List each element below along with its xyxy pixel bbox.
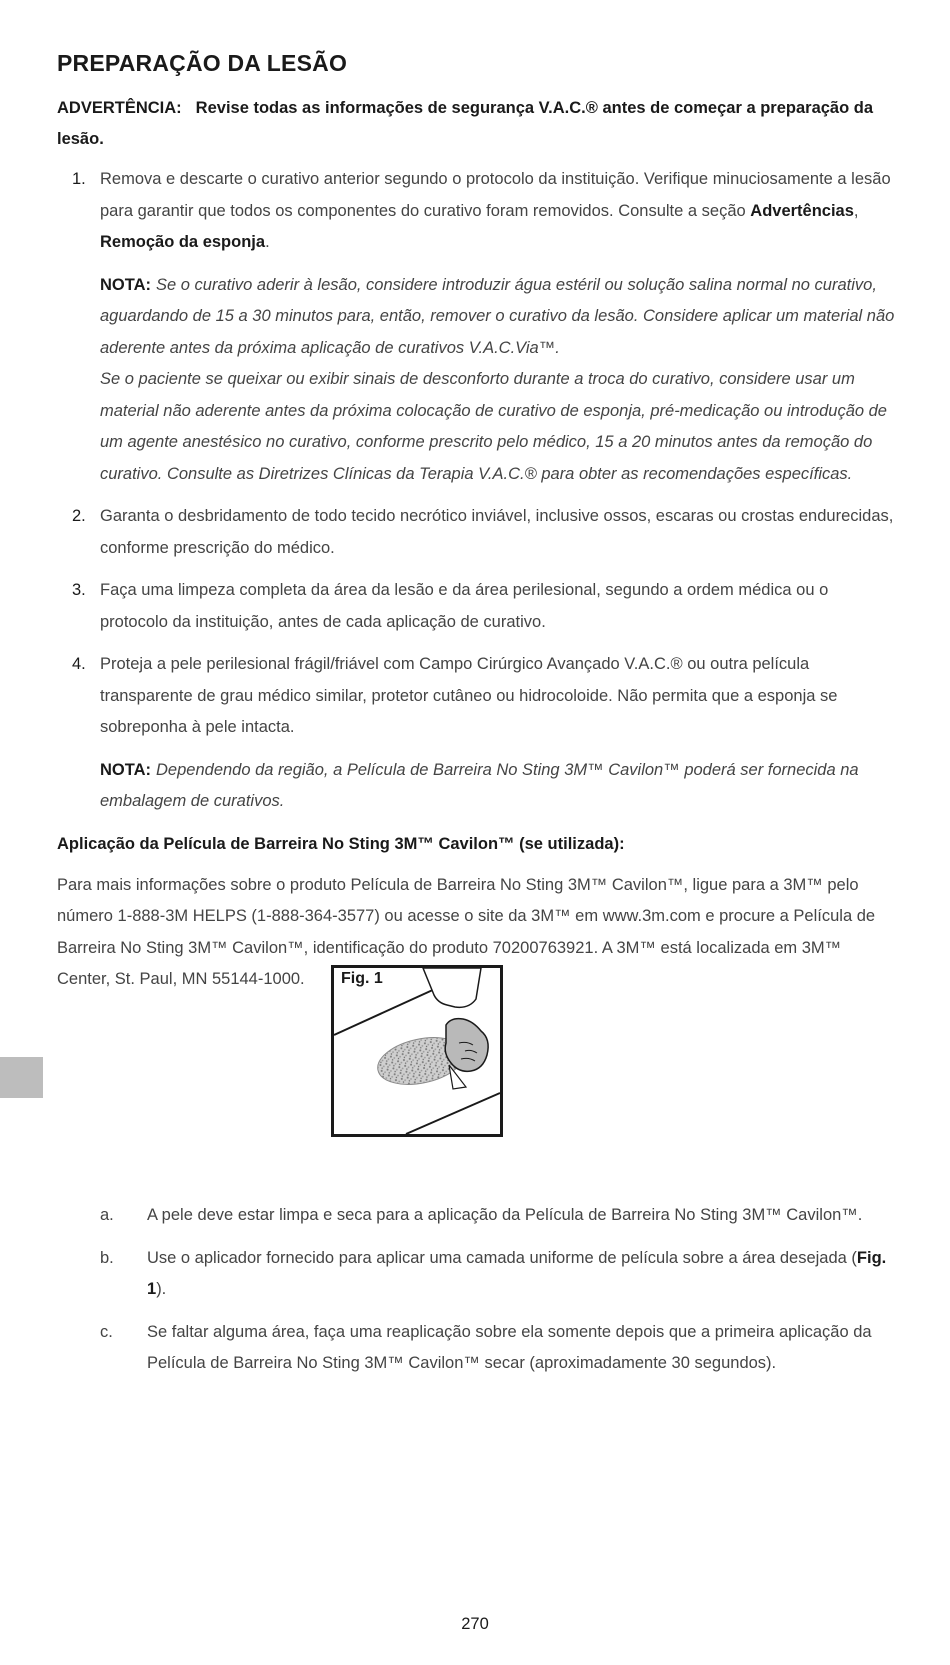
note-text: Dependendo da região, a Película de Barreira No Sting 3M™ Cavilon™ poderá ser fornecida na embalagem de curativos. bbox=[100, 760, 859, 810]
page-content bbox=[57, 50, 897, 1006]
cavilon-substeps bbox=[100, 1200, 900, 1391]
substep-text: Use o aplicador fornecido para aplicar uma camada uniforme de película sobre a área desejada ( bbox=[147, 1248, 857, 1267]
warning-text: Revise todas as informações de segurança V.A.C.® antes de começar a preparação da lesão. bbox=[57, 99, 874, 148]
section-side-tab bbox=[0, 1057, 43, 1098]
preparation-steps bbox=[57, 164, 897, 259]
preparation-steps-cont bbox=[57, 501, 897, 744]
note-2 bbox=[57, 755, 897, 818]
page-number: 270 bbox=[461, 1615, 489, 1633]
step-2 bbox=[57, 501, 897, 564]
substep-a bbox=[100, 1200, 900, 1232]
note-1 bbox=[57, 270, 897, 491]
substep-c bbox=[100, 1317, 900, 1380]
figure-1 bbox=[331, 965, 503, 1137]
warning-block bbox=[57, 93, 897, 155]
note-text: Se o curativo aderir à lesão, considere introduzir água estéril ou solução salina normal no curativo, aguardando de 15 a 30 minutos para, então, remover o curativo da lesão. Considere aplicar um material não aderente antes da próxima aplicação de curativos V.A.C.Via™. bbox=[100, 275, 895, 357]
step-1: 1. Remova e descarte o curativo anterior segundo o protocolo da instituição. Verifique minuciosamente a lesão para garantir que todos os componentes do curativo foram removidos. Consulte a seção Advertências, Remoção da esponja. bbox=[57, 164, 897, 259]
step-3 bbox=[57, 575, 897, 638]
step-text: Proteja a pele perilesional frágil/friável com Campo Cirúrgico Avançado V.A.C.® ou outra película transparente de grau médico similar, protetor cutâneo ou hidrocoloide. Não permita que a esponja se sobreponha à pele intacta. bbox=[100, 655, 838, 736]
step-text: Faça uma limpeza completa da área da lesão e da área perilesional, segundo a ordem médica ou o protocolo da instituição, antes de cada aplicação de curativo. bbox=[100, 581, 829, 631]
figure-1-illustration bbox=[331, 965, 503, 1137]
ref-advertencias: Advertências bbox=[750, 201, 854, 220]
step-number: 4. bbox=[72, 655, 86, 673]
substep-b: b. Use o aplicador fornecido para aplicar uma camada uniforme de película sobre a área desejada (Fig. 1). bbox=[100, 1243, 900, 1306]
figure-label: Fig. 1 bbox=[341, 970, 383, 987]
step-text: Garanta o desbridamento de todo tecido necrótico inviável, inclusive ossos, escaras ou crostas endurecidas, conforme prescrição do médico. bbox=[100, 507, 894, 557]
step-number: 2. bbox=[72, 507, 86, 525]
substep-letter: a. bbox=[100, 1206, 114, 1224]
cavilon-info-paragraph: Para mais informações sobre o produto Película de Barreira No Sting 3M™ Cavilon™, ligue para a 3M™ pelo número 1-888-3M HELPS (1-888-364-3577) ou acesse o site da 3M™ em www.3m.com e procure a Película de Barreira No Sting 3M™ Cavilon™, identificação do produto 70200763921. A 3M™ está localizada em 3M™ Center, St. Paul, MN 55144-1000. bbox=[57, 875, 876, 988]
ref-remocao-esponja: Remoção da esponja bbox=[100, 233, 266, 251]
step-number: 1. bbox=[72, 170, 86, 188]
substep-letter: c. bbox=[100, 1322, 113, 1341]
warning-label: ADVERTÊNCIA: bbox=[57, 99, 182, 117]
step-4 bbox=[57, 649, 897, 744]
substep-text: A pele deve estar limpa e seca para a aplicação da Película de Barreira No Sting 3M™ Cavilon™. bbox=[147, 1206, 863, 1224]
note-text-2: Se o paciente se queixar ou exibir sinais de desconforto durante a troca do curativo, considere usar um material não aderente antes da próxima colocação de curativo de esponja, pré-medicação ou introdução de um agente anestésico no curativo, conforme prescrito pelo médico, 15 a 20 minutos antes da remoção do curativo. Consulte as Diretrizes Clínicas da Terapia V.A.C.® para obter as recomendações específicas. bbox=[100, 370, 887, 483]
substep-letter: b. bbox=[100, 1248, 114, 1267]
step-number: 3. bbox=[72, 581, 86, 599]
note-label: NOTA: bbox=[100, 275, 152, 294]
substep-text: Se faltar alguma área, faça uma reaplicação sobre ela somente depois que a primeira aplicação da Película de Barreira No Sting 3M™ Cavilon™ secar (aproximadamente 30 segundos). bbox=[147, 1322, 872, 1372]
cavilon-heading: Aplicação da Película de Barreira No Sting 3M™ Cavilon™ (se utilizada): bbox=[57, 834, 625, 853]
note-label: NOTA: bbox=[100, 760, 152, 779]
section-title: PREPARAÇÃO DA LESÃO bbox=[57, 50, 348, 76]
step-text: Remova e descarte o curativo anterior segundo o protocolo da instituição. Verifique minuciosamente a lesão para garantir que todos os componentes do curativo foram removidos. Consulte a seção bbox=[100, 170, 891, 220]
figure-reference: Fig. 1 bbox=[147, 1248, 887, 1298]
